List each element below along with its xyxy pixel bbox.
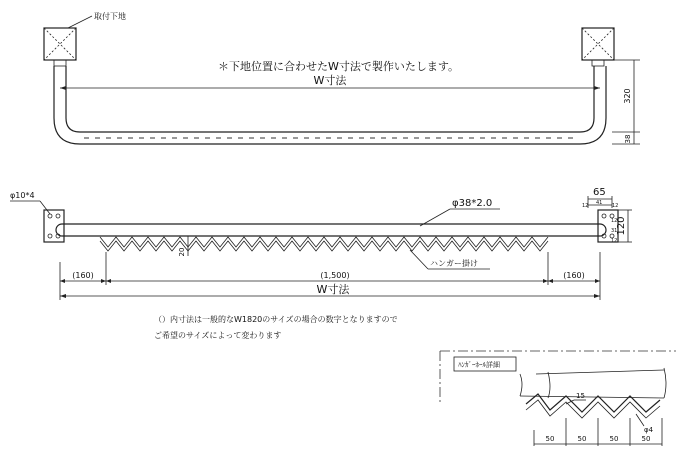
top-height-dim: 120 <box>616 216 627 236</box>
small-dim-2: 12 <box>612 203 619 209</box>
plate-dim: φ10*4 <box>10 191 35 200</box>
small-dim-1: 41 <box>596 200 603 206</box>
small-dim-5: 12 <box>611 238 618 244</box>
notes <box>154 314 398 340</box>
front-height-dim: 320 <box>623 88 632 104</box>
right-dim: (160) <box>563 271 585 280</box>
pipe <box>56 224 606 236</box>
small-dim-4: 31 <box>611 228 618 234</box>
pitch-dim-1: 50 <box>577 435 587 443</box>
top-w-dim-label: W寸法 <box>316 283 350 296</box>
front-w-dim-label: W寸法 <box>313 74 347 87</box>
pitch-dim-3: 50 <box>641 435 651 443</box>
pipe-dim: φ38*2.0 <box>452 198 493 209</box>
mid-dim: (1,500) <box>320 271 350 280</box>
note-line-2: ご希望のサイズによって変わります <box>154 331 282 340</box>
detail-title: ﾊﾝｶﾞｰﾎｰﾙ詳細 <box>458 361 500 369</box>
pitch-dim-0: 50 <box>545 435 555 443</box>
left-dim: (160) <box>72 271 94 280</box>
small-dim-0: 12 <box>582 203 589 209</box>
left-mount-block <box>44 28 76 66</box>
note-line-1: （）内寸法は一般的なW1820のサイズの場合の数字となりますので <box>154 315 398 324</box>
detail-hole-dim: φ4 <box>644 426 654 434</box>
front-view <box>44 11 640 144</box>
top-view <box>10 187 632 300</box>
pitch-dim-2: 50 <box>609 435 619 443</box>
detail-wave-dim: 15 <box>576 392 585 400</box>
hanger-label: ハンガー掛け <box>430 259 478 268</box>
hanger-hole-detail <box>440 351 676 446</box>
right-mount-block <box>582 28 614 66</box>
wave-height-dim: 20 <box>178 247 186 257</box>
front-note: ＊下地位置に合わせたW寸法で製作いたします。 <box>218 60 459 73</box>
left-plate <box>44 210 64 242</box>
small-dim-3: 12 <box>611 218 618 224</box>
depth-dim: 65 <box>593 187 606 198</box>
front-bottom-dim: 38 <box>624 134 632 144</box>
mount-label: 取付下地 <box>94 12 126 21</box>
